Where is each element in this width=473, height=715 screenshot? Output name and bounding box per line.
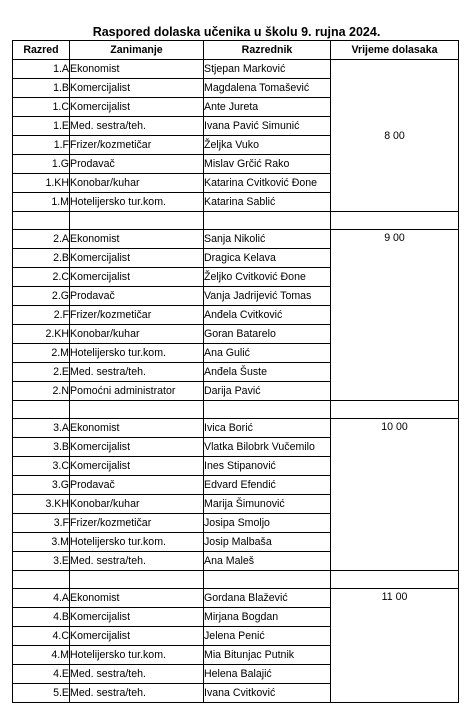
occupation-cell: Hotelijersko tur.kom. xyxy=(70,646,204,665)
class-cell: 1.B xyxy=(13,79,70,98)
teacher-cell: Josip Malbaša xyxy=(204,533,331,552)
class-cell: 1.C xyxy=(13,98,70,117)
class-cell: 3.G xyxy=(13,476,70,495)
occupation-cell: Med. sestra/teh. xyxy=(70,117,204,136)
occupation-cell: Konobar/kuhar xyxy=(70,174,204,193)
column-header-teacher: Razrednik xyxy=(204,41,331,60)
teacher-cell: Helena Balajić xyxy=(204,665,331,684)
occupation-cell: Komercijalist xyxy=(70,268,204,287)
empty-cell xyxy=(70,401,204,419)
column-header-class: Razred xyxy=(13,41,70,60)
arrival-time-cell: 10 00 xyxy=(331,419,459,571)
teacher-cell: Ante Jureta xyxy=(204,98,331,117)
teacher-cell: Stjepan Marković xyxy=(204,60,331,79)
occupation-cell: Komercijalist xyxy=(70,79,204,98)
teacher-cell: Katarina Cvitković Đone xyxy=(204,174,331,193)
empty-cell xyxy=(331,401,459,419)
class-cell: 4.M xyxy=(13,646,70,665)
empty-cell xyxy=(204,212,331,230)
class-cell: 1.A xyxy=(13,60,70,79)
column-header-occupation: Zanimanje xyxy=(70,41,204,60)
class-cell: 2.M xyxy=(13,344,70,363)
teacher-cell: Ivana Cvitković xyxy=(204,684,331,703)
teacher-cell: Jelena Penić xyxy=(204,627,331,646)
occupation-cell: Konobar/kuhar xyxy=(70,325,204,344)
teacher-cell: Željko Cvitković Đone xyxy=(204,268,331,287)
teacher-cell: Katarina Sablić xyxy=(204,193,331,212)
teacher-cell: Željka Vuko xyxy=(204,136,331,155)
class-cell: 2.B xyxy=(13,249,70,268)
occupation-cell: Komercijalist xyxy=(70,249,204,268)
occupation-cell: Frizer/kozmetičar xyxy=(70,306,204,325)
occupation-cell: Frizer/kozmetičar xyxy=(70,136,204,155)
teacher-cell: Ivana Pavić Simunić xyxy=(204,117,331,136)
class-cell: 2.KH xyxy=(13,325,70,344)
occupation-cell: Prodavač xyxy=(70,287,204,306)
class-cell: 1.F xyxy=(13,136,70,155)
teacher-cell: Anđela Cvitković xyxy=(204,306,331,325)
class-cell: 1.E xyxy=(13,117,70,136)
teacher-cell: Goran Batarelo xyxy=(204,325,331,344)
class-cell: 2.N xyxy=(13,382,70,401)
teacher-cell: Mislav Grčić Rako xyxy=(204,155,331,174)
empty-cell xyxy=(13,401,70,419)
occupation-cell: Med. sestra/teh. xyxy=(70,552,204,571)
occupation-cell: Hotelijersko tur.kom. xyxy=(70,193,204,212)
occupation-cell: Prodavač xyxy=(70,476,204,495)
occupation-cell: Komercijalist xyxy=(70,438,204,457)
empty-cell xyxy=(331,212,459,230)
table-row xyxy=(13,589,459,608)
header-row xyxy=(13,41,459,60)
class-cell: 5.E xyxy=(13,684,70,703)
class-cell: 1.M xyxy=(13,193,70,212)
class-cell: 3.KH xyxy=(13,495,70,514)
occupation-cell: Komercijalist xyxy=(70,608,204,627)
class-cell: 2.G xyxy=(13,287,70,306)
occupation-cell: Prodavač xyxy=(70,155,204,174)
teacher-cell: Magdalena Tomašević xyxy=(204,79,331,98)
class-cell: 3.C xyxy=(13,457,70,476)
class-cell: 3.M xyxy=(13,533,70,552)
empty-cell xyxy=(70,212,204,230)
schedule-body xyxy=(13,60,459,703)
teacher-cell: Dragica Kelava xyxy=(204,249,331,268)
class-cell: 3.F xyxy=(13,514,70,533)
teacher-cell: Vanja Jadrijević Tomas xyxy=(204,287,331,306)
occupation-cell: Komercijalist xyxy=(70,627,204,646)
empty-cell xyxy=(204,571,331,589)
page-title: Raspored dolaska učenika u školu 9. rujna 2024. xyxy=(92,25,381,39)
teacher-cell: Ana Gulić xyxy=(204,344,331,363)
teacher-cell: Edvard Efendić xyxy=(204,476,331,495)
teacher-cell: Ana Maleš xyxy=(204,552,331,571)
occupation-cell: Komercijalist xyxy=(70,98,204,117)
class-cell: 1.KH xyxy=(13,174,70,193)
class-cell: 2.E xyxy=(13,363,70,382)
class-cell: 2.C xyxy=(13,268,70,287)
occupation-cell: Ekonomist xyxy=(70,419,204,438)
teacher-cell: Josipa Smoljo xyxy=(204,514,331,533)
empty-cell xyxy=(70,571,204,589)
teacher-cell: Gordana Blažević xyxy=(204,589,331,608)
spacer-row xyxy=(13,571,459,589)
spacer-row xyxy=(13,212,459,230)
occupation-cell: Hotelijersko tur.kom. xyxy=(70,533,204,552)
teacher-cell: Vlatka Bilobrk Vučemilo xyxy=(204,438,331,457)
teacher-cell: Marija Šimunović xyxy=(204,495,331,514)
occupation-cell: Med. sestra/teh. xyxy=(70,363,204,382)
teacher-cell: Mirjana Bogdan xyxy=(204,608,331,627)
arrival-time-cell: 11 00 xyxy=(331,589,459,703)
occupation-cell: Konobar/kuhar xyxy=(70,495,204,514)
class-cell: 4.B xyxy=(13,608,70,627)
teacher-cell: Sanja Nikolić xyxy=(204,230,331,249)
teacher-cell: Ivica Borić xyxy=(204,419,331,438)
teacher-cell: Ines Stipanović xyxy=(204,457,331,476)
occupation-cell: Ekonomist xyxy=(70,589,204,608)
class-cell: 3.A xyxy=(13,419,70,438)
occupation-cell: Med. sestra/teh. xyxy=(70,684,204,703)
occupation-cell: Med. sestra/teh. xyxy=(70,665,204,684)
empty-cell xyxy=(13,571,70,589)
schedule-table xyxy=(12,40,459,703)
teacher-cell: Anđela Šuste xyxy=(204,363,331,382)
table-row xyxy=(13,60,459,79)
occupation-cell: Hotelijersko tur.kom. xyxy=(70,344,204,363)
teacher-cell: Mia Bitunjac Putnik xyxy=(204,646,331,665)
teacher-cell: Darija Pavić xyxy=(204,382,331,401)
class-cell: 3.B xyxy=(13,438,70,457)
class-cell: 4.C xyxy=(13,627,70,646)
class-cell: 2.F xyxy=(13,306,70,325)
occupation-cell: Ekonomist xyxy=(70,230,204,249)
occupation-cell: Frizer/kozmetičar xyxy=(70,514,204,533)
class-cell: 2.A xyxy=(13,230,70,249)
class-cell: 4.E xyxy=(13,665,70,684)
empty-cell xyxy=(204,401,331,419)
arrival-time-cell: 8 00 xyxy=(331,60,459,212)
table-row xyxy=(13,230,459,249)
occupation-cell: Pomoćni administrator xyxy=(70,382,204,401)
occupation-cell: Ekonomist xyxy=(70,60,204,79)
arrival-time-cell: 9 00 xyxy=(331,230,459,401)
empty-cell xyxy=(331,571,459,589)
empty-cell xyxy=(13,212,70,230)
column-header-arrival-time: Vrijeme dolasaka xyxy=(331,41,459,60)
occupation-cell: Komercijalist xyxy=(70,457,204,476)
class-cell: 3.E xyxy=(13,552,70,571)
class-cell: 4.A xyxy=(13,589,70,608)
class-cell: 1.G xyxy=(13,155,70,174)
spacer-row xyxy=(13,401,459,419)
table-row xyxy=(13,419,459,438)
